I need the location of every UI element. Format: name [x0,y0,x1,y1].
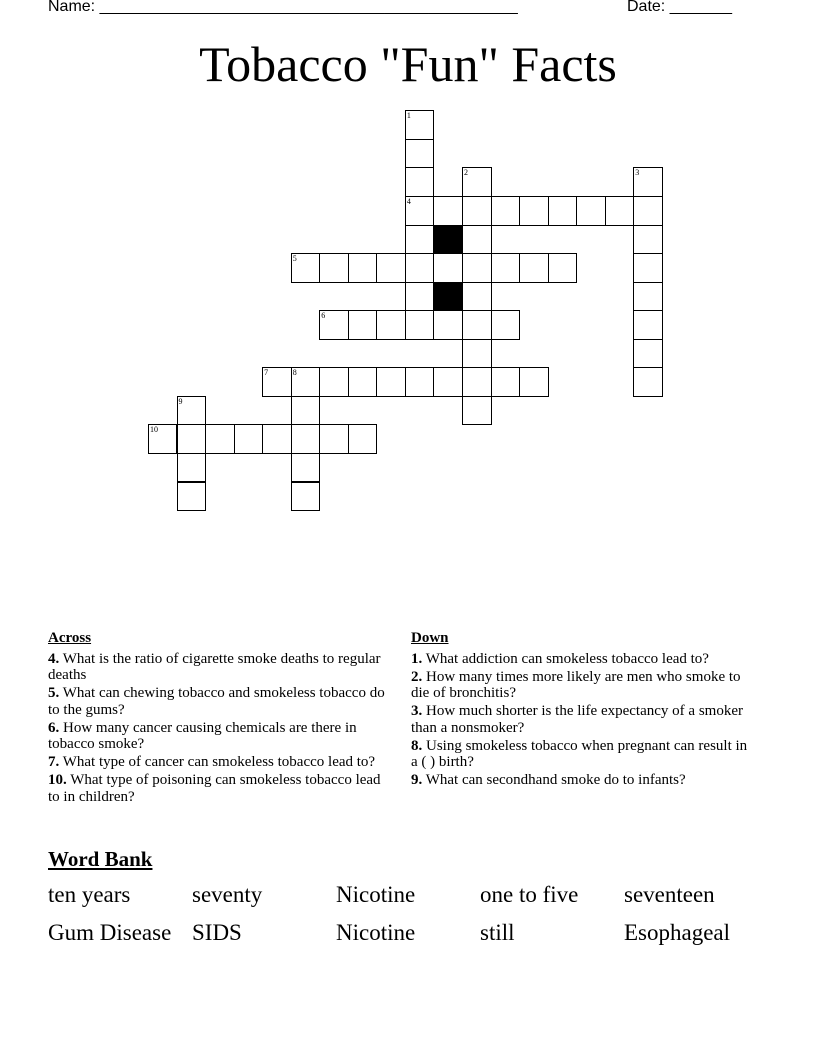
crossword-cell [177,396,207,426]
crossword-cell [633,196,663,226]
crossword-cell [262,424,292,454]
crossword-cell [433,310,463,340]
down-heading: Down [411,630,449,646]
crossword-cell [462,167,492,197]
across-clues [48,630,393,807]
clue-text: What type of poisoning can smokeless tobacco lead to in children? [48,772,381,805]
crossword-cell [433,367,463,397]
word-bank-word: SIDS [192,920,242,945]
clue-text: What addiction can smokeless tobacco lead to? [422,650,709,667]
clue-text: Using smokeless tobacco when pregnant can result in a ( ) birth? [411,737,748,770]
crossword-cell [633,339,663,369]
clue-text: How much shorter is the life expectancy of a smoker than a nonsmoker? [411,703,743,736]
crossword-cell [519,253,549,283]
across-clue [48,651,393,684]
crossword-cell [177,482,207,512]
crossword-cell [633,167,663,197]
page-title: Tobacco "Fun" Facts [199,36,617,92]
crossword-cell [262,367,292,397]
crossword-cell [376,310,406,340]
clue-text: How many times more likely are men who smoke to die of bronchitis? [411,668,741,701]
crossword-cell [462,339,492,369]
cell-number: 4 [406,197,411,206]
clue-text: What type of cancer can smokeless tobacco lead to? [59,754,376,770]
down-clue [411,669,756,702]
crossword-cell [433,196,463,226]
crossword-cell [348,424,378,454]
crossword-cell [519,367,549,397]
crossword-block [433,225,463,255]
crossword-cell [519,196,549,226]
crossword-cell [205,424,235,454]
down-clues [411,630,756,790]
word-bank-word: ten years [48,882,131,907]
crossword-cell [491,253,521,283]
crossword-cell [405,225,435,255]
crossword-cell [291,453,321,483]
clue-number: 10. [48,772,67,788]
crossword-cell [405,310,435,340]
word-bank-word: still [480,920,515,945]
cell-number: 5 [292,254,297,264]
cell-number: 10 [149,425,158,435]
crossword-cell [576,196,606,226]
cell-number: 1 [406,111,411,121]
crossword-cell [633,282,663,312]
cell-number: 6 [321,311,326,321]
crossword-cell [605,196,635,226]
cell-number: 7 [264,368,269,378]
clue-text: What can secondhand smoke do to infants? [422,772,686,788]
crossword-cell [491,367,521,397]
crossword-cell [405,196,435,226]
crossword-cell [148,424,178,454]
crossword-cell [548,196,578,226]
crossword-cell [291,367,321,397]
clue-number: 5. [48,685,60,701]
crossword-cell [291,424,321,454]
clue-number: 3. [411,703,423,719]
crossword-cell [177,424,207,454]
crossword-cell [319,253,349,283]
crossword-cell [405,139,435,169]
crossword-cell [462,253,492,283]
crossword-cell [405,167,435,197]
word-bank-word: Nicotine [336,882,416,907]
word-bank-word: one to five [480,882,579,907]
crossword-cell [348,367,378,397]
across-clue [48,754,393,771]
crossword-cell [462,367,492,397]
crossword-cell [376,253,406,283]
crossword-cell [633,253,663,283]
word-bank-word: seventeen [624,882,715,907]
clue-number: 1. [411,650,423,667]
name-line: Name: _______________________________________________ [48,0,518,15]
clue-text: What is the ratio of cigarette smoke deaths to regular deaths [48,650,381,683]
crossword-cell [376,367,406,397]
crossword-cell [491,196,521,226]
word-bank-title: Word Bank [48,847,153,871]
crossword-cell [319,310,349,340]
clue-number: 2. [411,668,423,685]
crossword-cell [348,253,378,283]
across-clue [48,772,393,805]
clue-number: 7. [48,754,60,770]
crossword-cell [234,424,264,454]
down-clue [411,772,756,789]
crossword-cell [405,253,435,283]
cell-number: 3 [635,168,640,178]
crossword-cell [633,367,663,397]
clue-number: 8. [411,737,423,754]
crossword-cell [177,453,207,483]
down-clue [411,651,756,668]
crossword-cell [405,110,435,140]
crossword-cell [633,225,663,255]
crossword-cell [462,196,492,226]
crossword-cell [405,282,435,312]
word-bank-word: Gum Disease [48,920,172,945]
cell-number: 2 [464,168,468,178]
word-bank-word: Esophageal [624,920,731,945]
crossword-cell [405,367,435,397]
date-line: Date: _______ [627,0,732,15]
crossword-cell [348,310,378,340]
down-clue [411,703,756,736]
across-heading: Across [48,630,92,646]
across-clue [48,720,393,753]
clue-number: 6. [48,719,60,736]
word-bank-word: Nicotine [336,920,416,945]
crossword-cell [462,225,492,255]
across-clue [48,685,393,718]
word-bank-word: seventy [192,882,263,907]
crossword-cell [319,367,349,397]
clue-number: 4. [48,650,60,667]
clue-text: What can chewing tobacco and smokeless tobacco do to the gums? [48,685,385,718]
clue-number: 9. [411,772,423,788]
crossword-cell [462,396,492,426]
crossword-cell [491,310,521,340]
crossword-cell [462,282,492,312]
crossword-cell [319,424,349,454]
crossword-cell [291,482,321,512]
down-clue [411,738,756,771]
crossword-cell [462,310,492,340]
cell-number: 8 [292,368,297,378]
cell-number: 9 [178,396,183,406]
clue-text: How many cancer causing chemicals are there in tobacco smoke? [48,719,357,752]
crossword-cell [291,253,321,283]
crossword-cell [633,310,663,340]
crossword-cell [548,253,578,283]
crossword-block [433,282,463,312]
crossword-cell [291,396,321,426]
crossword-cell [433,253,463,283]
